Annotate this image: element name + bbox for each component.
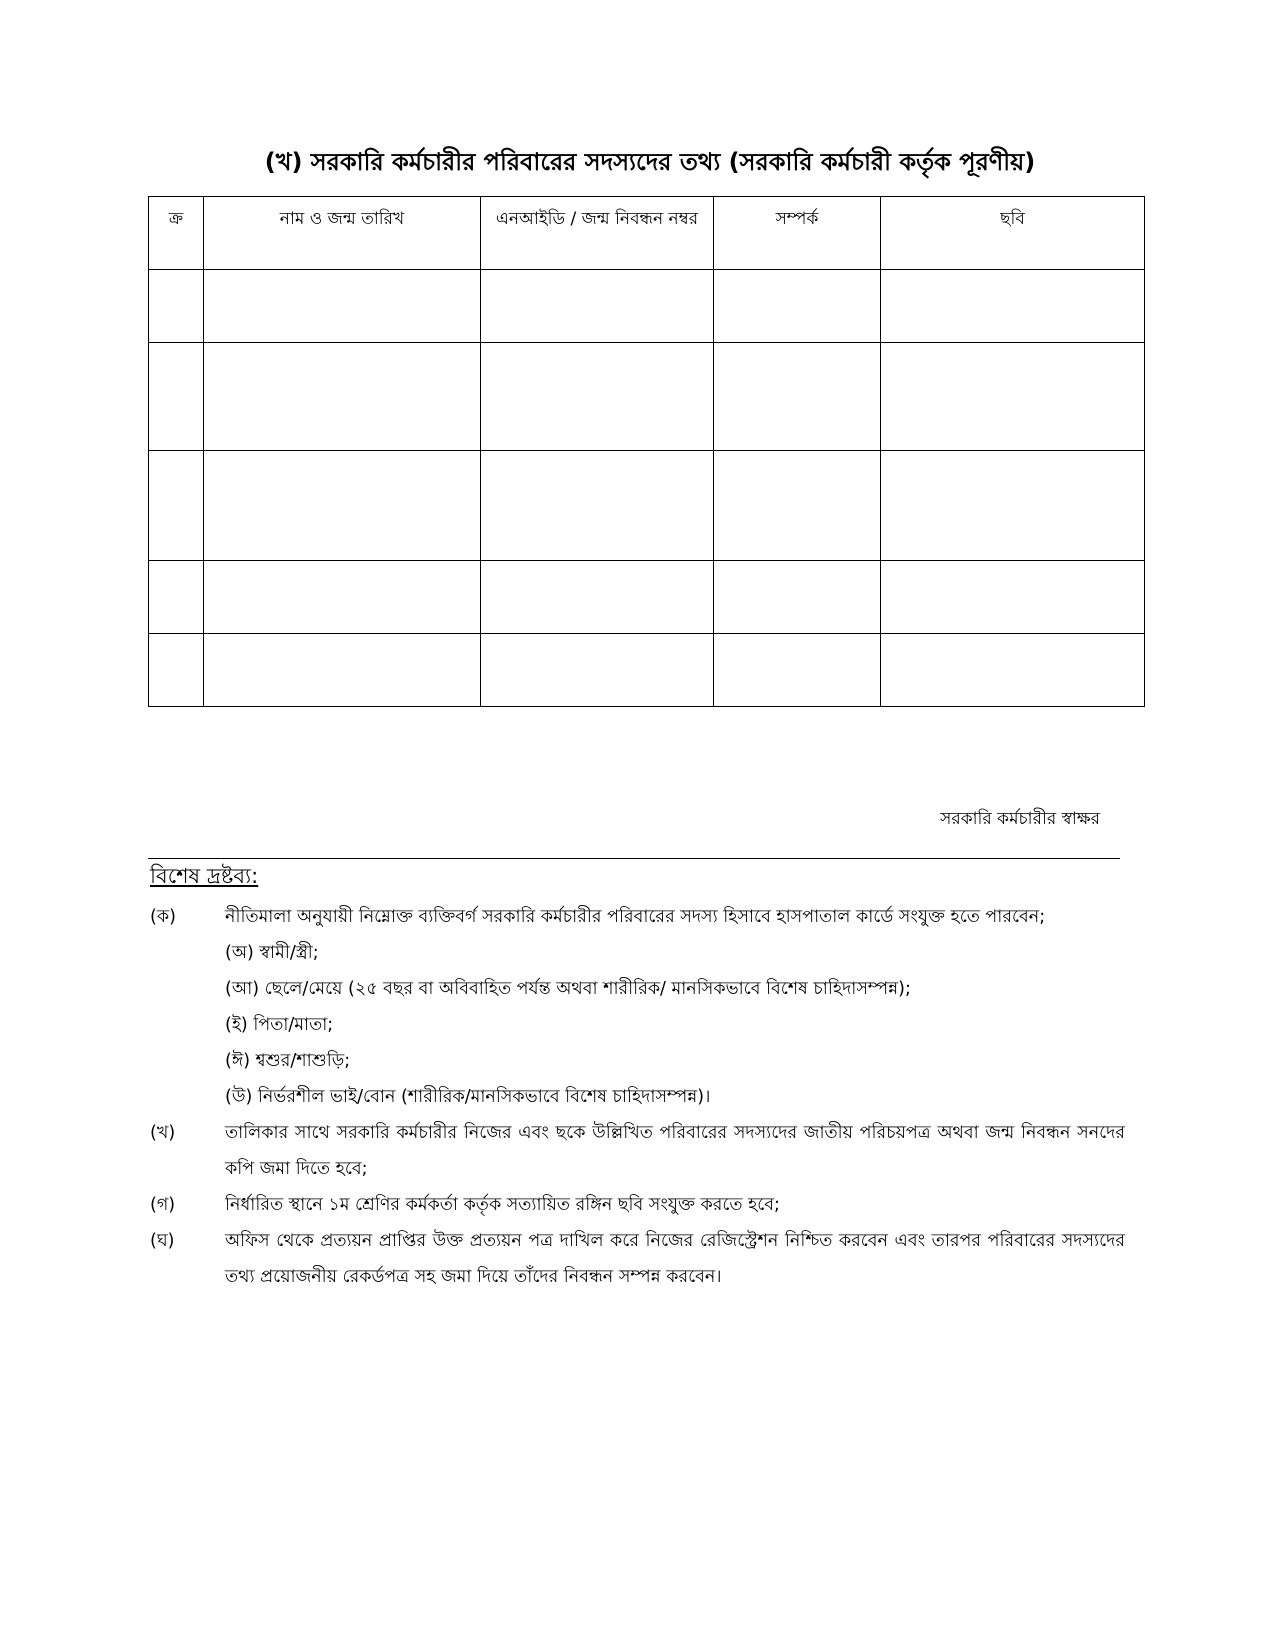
note-text: নির্ধারিত স্থানে ১ম শ্রেণির কর্মকর্তা কর্তৃক সত্যায়িত রঙ্গিন ছবি সংযুক্ত করতে হবে; bbox=[225, 1195, 780, 1215]
serial-cell[interactable] bbox=[149, 451, 204, 561]
eligible-member-item: (ই) পিতা/মাতা; bbox=[225, 1015, 334, 1035]
name-dob-cell[interactable] bbox=[204, 561, 481, 634]
column-header-serial: ক্র bbox=[149, 197, 204, 270]
serial-cell[interactable] bbox=[149, 561, 204, 634]
serial-cell[interactable] bbox=[149, 343, 204, 451]
eligible-member-item: (ঈ) শ্বশুর/শাশুড়ি; bbox=[225, 1051, 351, 1071]
signature-label: সরকারি কর্মচারীর স্বাক্ষর bbox=[940, 809, 1100, 829]
note-item bbox=[150, 899, 1125, 935]
name-dob-cell[interactable] bbox=[204, 634, 481, 707]
name-dob-cell[interactable] bbox=[204, 270, 481, 343]
nid-cell[interactable] bbox=[481, 451, 714, 561]
note-marker: (ঘ) bbox=[150, 1231, 175, 1251]
note-marker: (গ) bbox=[150, 1195, 176, 1215]
note-item bbox=[150, 1187, 1125, 1223]
nid-cell[interactable] bbox=[481, 561, 714, 634]
notes-heading: বিশেষ দ্রষ্টব্য: bbox=[150, 864, 259, 888]
photo-cell[interactable] bbox=[881, 270, 1145, 343]
name-dob-cell[interactable] bbox=[204, 451, 481, 561]
note-marker: (খ) bbox=[150, 1123, 176, 1143]
note-text: অফিস থেকে প্রত্যয়ন প্রাপ্তির উক্ত প্রত্যয়ন পত্র দাখিল করে নিজের রেজিস্ট্রেশন নিশ্চিত করবেন এবং তারপর পরিবারের সদস্যদের তথ্য প্রয়োজনীয় রেকর্ডপত্র সহ জমা দিয়ে তাঁদের নিবন্ধন সম্পন্ন করবেন। bbox=[225, 1231, 1125, 1287]
note-marker: (ক) bbox=[150, 907, 176, 927]
eligible-member-item: (উ) নির্ভরশীল ভাই/বোন (শারীরিক/মানসিকভাবে বিশেষ চাহিদাসম্পন্ন)। bbox=[225, 1087, 711, 1107]
serial-cell[interactable] bbox=[149, 270, 204, 343]
family-members-table bbox=[148, 196, 1145, 707]
table-row bbox=[149, 343, 1145, 451]
column-header-nid: এনআইডি / জন্ম নিবন্ধন নম্বর bbox=[481, 197, 714, 270]
note-item bbox=[150, 1223, 1125, 1295]
note-text: নীতিমালা অনুযায়ী নিম্নোক্ত ব্যক্তিবর্গ সরকারি কর্মচারীর পরিবারের সদস্য হিসাবে হাসপাতাল কার্ডে সংযুক্ত হতে পারবেন; bbox=[225, 907, 1046, 927]
note-text: তালিকার সাথে সরকারি কর্মচারীর নিজের এবং ছকে উল্লিখিত পরিবারের সদস্যদের জাতীয় পরিচয়পত্র অথবা জন্ম নিবন্ধন সনদের কপি জমা দিতে হবে; bbox=[225, 1123, 1125, 1179]
eligible-member-item: (অ) স্বামী/স্ত্রী; bbox=[225, 943, 319, 963]
table-header-row bbox=[149, 197, 1145, 270]
photo-cell[interactable] bbox=[881, 634, 1145, 707]
column-header-name-dob: নাম ও জন্ম তারিখ bbox=[204, 197, 481, 270]
photo-cell[interactable] bbox=[881, 343, 1145, 451]
column-header-relation: সম্পর্ক bbox=[714, 197, 881, 270]
nid-cell[interactable] bbox=[481, 270, 714, 343]
table-row bbox=[149, 634, 1145, 707]
note-item bbox=[150, 1115, 1125, 1187]
nid-cell[interactable] bbox=[481, 343, 714, 451]
relation-cell[interactable] bbox=[714, 634, 881, 707]
relation-cell[interactable] bbox=[714, 451, 881, 561]
column-header-photo: ছবি bbox=[881, 197, 1145, 270]
relation-cell[interactable] bbox=[714, 343, 881, 451]
photo-cell[interactable] bbox=[881, 561, 1145, 634]
page-title: (খ) সরকারি কর্মচারীর পরিবারের সদস্যদের তথ্য (সরকারি কর্মচারী কর্তৃক পূরণীয়) bbox=[264, 148, 1036, 176]
name-dob-cell[interactable] bbox=[204, 343, 481, 451]
table-row bbox=[149, 561, 1145, 634]
photo-cell[interactable] bbox=[881, 451, 1145, 561]
relation-cell[interactable] bbox=[714, 561, 881, 634]
nid-cell[interactable] bbox=[481, 634, 714, 707]
table-row bbox=[149, 270, 1145, 343]
divider bbox=[148, 858, 1120, 859]
table-row bbox=[149, 451, 1145, 561]
eligible-member-item: (আ) ছেলে/মেয়ে (২৫ বছর বা অবিবাহিত পর্যন্ত অথবা শারীরিক/ মানসিকভাবে বিশেষ চাহিদাসম্পন্ন); bbox=[225, 979, 911, 999]
relation-cell[interactable] bbox=[714, 270, 881, 343]
serial-cell[interactable] bbox=[149, 634, 204, 707]
